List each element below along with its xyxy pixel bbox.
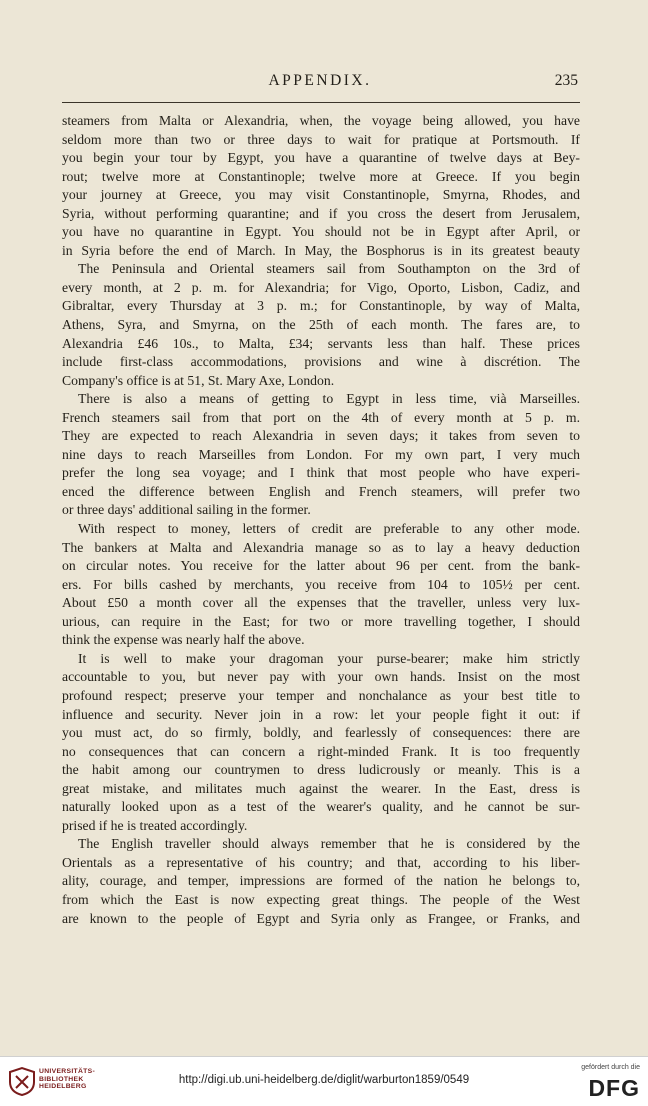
text-line: The English traveller should always remember that he is considered by the [78,836,580,852]
text-line: The Peninsula and Oriental steamers sail from Southampton on the 3rd of [78,261,580,277]
library-name-line: HEIDELBERG [39,1083,87,1090]
text-line: It is well to make your dragoman your purse-bearer; make him strictly [78,650,580,666]
text-line: influence and security. Never join in a row: let your people fight it out: if [62,706,580,722]
text-line: the habit among our countrymen to dress ludicrously or meanly. This is a [62,762,580,778]
text-line: Gibraltar, every Thursday at 3 p. m.; for Constantinople, by way of Malta, [62,298,580,314]
text-line: prefer the long sea voyage; and I think that most people who have experi- [62,465,580,481]
text-line: profound respect; preserve your temper and nonchalance as your best title to [62,687,580,703]
text-line: ality, courage, and temper, impressions are formed of the nation he belongs to, [62,873,580,889]
text-line: prised if he is treated accordingly. [62,817,248,833]
text-line: rout; twelve more at Constantinople; twelve more at Greece. If you begin [62,168,580,184]
text-line: Orientals as a representative of his country; and that, according to his liber- [62,854,580,870]
text-line: are known to the people of Egypt and Syria only as Frangee, or Franks, and [62,910,580,926]
header-title: APPENDIX. [268,72,372,89]
text-line: great mistake, and militates much against the wearer. In the East, dress is [62,780,580,796]
funding-caption: gefördert durch die [581,1064,640,1071]
text-line: They are expected to reach Alexandria in seven days; it takes from seven to [62,428,580,444]
running-header [60,72,580,94]
text-line: About £50 a month cover all the expenses that the traveller, unless very lux- [62,595,580,611]
text-line: include first-class accommodations, provisions and wine à discrétion. The [62,354,580,370]
body-text [62,112,580,928]
text-line: French steamers sail from that port on the 4th of every month at 5 p. m. [62,409,580,425]
text-line: Alexandria £46 10s., to Malta, £34; servants less than half. These prices [62,335,580,351]
text-line: no consequences that can concern a right-minded Frank. It is too frequently [62,743,580,759]
text-line: steamers from Malta or Alexandria, when, the voyage being allowed, you have [62,113,580,128]
library-name-line: UNIVERSITÄTS- [39,1068,96,1075]
text-line: nine days to reach Marseilles from London. For my own part, I very much [62,446,580,462]
page-number: 235 [554,72,578,89]
library-name-line: BIBLIOTHEK [39,1075,84,1083]
text-line: seldom more than two or three days to wait for pratique at Portsmouth. If [62,131,580,147]
text-line: every month, at 2 p. m. for Alexandria; for Vigo, Oporto, Lisbon, Cadiz, and [62,279,580,295]
text-line: The bankers at Malta and Alexandria manage so as to lay a heavy deduction [62,539,580,555]
text-line: you must act, do so firmly, boldly, and fearlessly of consequences: there are [62,725,580,741]
text-line: on circular notes. You receive for the latter about 96 per cent. from the bank- [62,558,580,574]
text-line: think the expense was nearly half the above. [62,632,305,648]
text-line: you begin your tour by Egypt, you have a quarantine of twelve days at Bey- [62,150,580,166]
text-line: accountable to you, but never pay with your own hands. Insist on the most [62,669,580,685]
text-line: ers. For bills cashed by merchants, you receive from 104 to 105½ per cent. [62,576,580,592]
text-line: Athens, Syra, and Smyrna, on the 25th of each month. The fares are, to [62,317,580,333]
text-line: you have no quarantine in Egypt. You should not be in Egypt after April, or [62,224,580,240]
text-line: With respect to money, letters of credit are preferable to any other mode. [78,521,580,537]
source-url-link[interactable]: http://digi.ub.uni-heidelberg.de/diglit/warburton1859/0549 [178,1074,470,1086]
digitization-footer [0,1056,648,1106]
text-line: naturally looked upon as a test of the wearer's quality, and he cannot be sur- [62,799,580,815]
header-rule [62,102,580,103]
text-line: or three days' additional sailing in the former. [62,502,311,518]
text-line: There is also a means of getting to Egypt in less time, vià Marseilles. [78,391,580,407]
text-line: Syria, without performing quarantine; and if you cross the desert from Jerusalem, [62,205,580,221]
text-line: Company's office is at 51, St. Mary Axe, London. [62,372,335,388]
text-line: your journey at Greece, you may visit Constantinople, Smyrna, Rhodes, and [62,187,580,203]
dfg-logo: DFG [588,1075,640,1101]
text-line: urious, can require in the East; for two or more travelling together, I should [62,613,580,629]
text-line: enced the difference between English and French steamers, will prefer two [62,483,580,499]
text-line: from which the East is now expecting great things. The people of the West [62,891,580,907]
text-line: in Syria before the end of March. In May, the Bosphorus is in its greatest beauty [62,242,580,258]
